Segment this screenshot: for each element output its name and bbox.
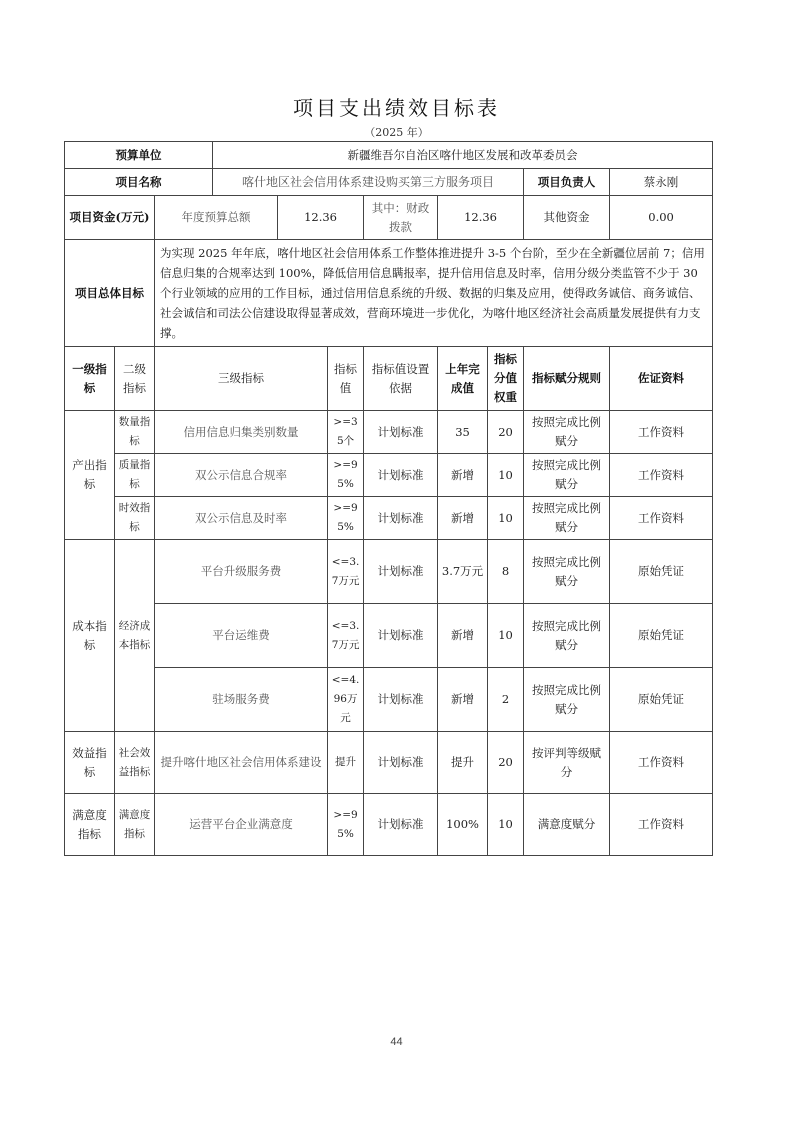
fund-label: 项目资金(万元) <box>65 196 155 240</box>
budget-unit-row <box>65 142 713 169</box>
row-evidence: 工作资料 <box>610 411 713 454</box>
row-evidence: 工作资料 <box>610 454 713 497</box>
table-row <box>65 454 713 497</box>
row-name: 平台运维费 <box>155 604 328 668</box>
row-basis: 计划标准 <box>364 540 438 604</box>
row-evidence: 原始凭证 <box>610 668 713 732</box>
subgroup-satisfaction: 满意度指标 <box>115 794 155 856</box>
row-rule: 按评判等级赋分 <box>524 732 610 794</box>
budget-unit-label: 预算单位 <box>65 142 213 169</box>
other-fund-label: 其他资金 <box>524 196 610 240</box>
header-basis: 指标值设置依据 <box>364 347 438 411</box>
fiscal-value: 12.36 <box>438 196 524 240</box>
row-evidence: 原始凭证 <box>610 604 713 668</box>
table-row <box>65 540 713 604</box>
row-evidence: 工作资料 <box>610 794 713 856</box>
table-row <box>65 411 713 454</box>
other-fund-value: 0.00 <box>610 196 713 240</box>
row-basis: 计划标准 <box>364 604 438 668</box>
header-evidence: 佐证资料 <box>610 347 713 411</box>
row-name: 信用信息归集类别数量 <box>155 411 328 454</box>
header-level3: 三级指标 <box>155 347 328 411</box>
project-name-row <box>65 169 713 196</box>
row-weight: 10 <box>488 497 524 540</box>
row-weight: 2 <box>488 668 524 732</box>
row-rule: 按照完成比例赋分 <box>524 497 610 540</box>
row-basis: 计划标准 <box>364 794 438 856</box>
header-value: 指标值 <box>328 347 364 411</box>
row-name: 运营平台企业满意度 <box>155 794 328 856</box>
project-goal-row <box>65 240 713 347</box>
header-last-year: 上年完成值 <box>438 347 488 411</box>
group-output: 产出指标 <box>65 411 115 540</box>
row-rule: 按照完成比例赋分 <box>524 540 610 604</box>
budget-unit-value: 新疆维吾尔自治区喀什地区发展和改革委员会 <box>213 142 713 169</box>
subgroup-timeliness: 时效指标 <box>115 497 155 540</box>
subgroup-economic-cost: 经济成本指标 <box>115 540 155 732</box>
project-name-value: 喀什地区社会信用体系建设购买第三方服务项目 <box>213 169 524 196</box>
table-row <box>65 497 713 540</box>
row-value: >=95% <box>328 454 364 497</box>
row-weight: 20 <box>488 411 524 454</box>
indicator-header-row <box>65 347 713 411</box>
row-basis: 计划标准 <box>364 454 438 497</box>
page-number: 44 <box>390 1036 403 1048</box>
subgroup-social-benefit: 社会效益指标 <box>115 732 155 794</box>
annual-budget-label: 年度预算总额 <box>155 196 278 240</box>
document-year: （2025 年） <box>364 126 429 139</box>
row-name: 驻场服务费 <box>155 668 328 732</box>
table-row <box>65 732 713 794</box>
fiscal-label: 其中：财政拨款 <box>364 196 438 240</box>
row-rule: 按照完成比例赋分 <box>524 668 610 732</box>
row-last-year: 3.7万元 <box>438 540 488 604</box>
group-satisfaction: 满意度指标 <box>65 794 115 856</box>
row-weight: 20 <box>488 732 524 794</box>
subgroup-quantity: 数量指标 <box>115 411 155 454</box>
header-level1: 一级指标 <box>65 347 115 411</box>
row-last-year: 新增 <box>438 454 488 497</box>
row-basis: 计划标准 <box>364 732 438 794</box>
project-leader-label: 项目负责人 <box>524 169 610 196</box>
subgroup-quality: 质量指标 <box>115 454 155 497</box>
header-level2: 二级指标 <box>115 347 155 411</box>
header-weight: 指标分值权重 <box>488 347 524 411</box>
row-value: <=3.7万元 <box>328 540 364 604</box>
row-rule: 满意度赋分 <box>524 794 610 856</box>
project-leader-value: 蔡永刚 <box>610 169 713 196</box>
row-last-year: 提升 <box>438 732 488 794</box>
row-evidence: 原始凭证 <box>610 540 713 604</box>
annual-budget-value: 12.36 <box>278 196 364 240</box>
table-row <box>65 794 713 856</box>
row-value: >=35个 <box>328 411 364 454</box>
row-value: <=3.7万元 <box>328 604 364 668</box>
row-last-year: 新增 <box>438 497 488 540</box>
goal-label: 项目总体目标 <box>65 240 155 347</box>
row-value: <=4.96万元 <box>328 668 364 732</box>
project-name-label: 项目名称 <box>65 169 213 196</box>
row-rule: 按照完成比例赋分 <box>524 454 610 497</box>
row-name: 双公示信息合规率 <box>155 454 328 497</box>
row-weight: 10 <box>488 604 524 668</box>
row-name: 提升喀什地区社会信用体系建设 <box>155 732 328 794</box>
row-last-year: 100% <box>438 794 488 856</box>
row-value: 提升 <box>328 732 364 794</box>
performance-target-table <box>64 141 713 856</box>
row-last-year: 35 <box>438 411 488 454</box>
row-basis: 计划标准 <box>364 668 438 732</box>
row-basis: 计划标准 <box>364 411 438 454</box>
table-row <box>65 668 713 732</box>
row-rule: 按照完成比例赋分 <box>524 604 610 668</box>
table-row <box>65 604 713 668</box>
group-benefit: 效益指标 <box>65 732 115 794</box>
document-title: 项目支出绩效目标表 <box>293 96 500 120</box>
row-last-year: 新增 <box>438 604 488 668</box>
row-value: >=95% <box>328 497 364 540</box>
goal-text: 为实现 2025 年年底，喀什地区社会信用体系工作整体推进提升 3-5 个台阶，至少在全新疆位居前 7；信用信息归集的合规率达到 100%，降低信用信息瞒报率，提升信用信息及时率，信用分级分类监管不少于 30 个行业领域的应用的工作目标，通过信用信息系统的升级、数据的归集及应用，使得政务诚信、商务诚信、社会诚信和司法公信建设取得显著成效，营商环境进一步优化，为喀什地区经济社会高质量发展提供有力支撑。 <box>155 240 713 347</box>
row-evidence: 工作资料 <box>610 732 713 794</box>
row-rule: 按照完成比例赋分 <box>524 411 610 454</box>
row-basis: 计划标准 <box>364 497 438 540</box>
row-last-year: 新增 <box>438 668 488 732</box>
project-fund-row <box>65 196 713 240</box>
row-weight: 10 <box>488 454 524 497</box>
row-name: 双公示信息及时率 <box>155 497 328 540</box>
row-name: 平台升级服务费 <box>155 540 328 604</box>
row-weight: 10 <box>488 794 524 856</box>
group-cost: 成本指标 <box>65 540 115 732</box>
header-rule: 指标赋分规则 <box>524 347 610 411</box>
row-value: >=95% <box>328 794 364 856</box>
row-weight: 8 <box>488 540 524 604</box>
row-evidence: 工作资料 <box>610 497 713 540</box>
